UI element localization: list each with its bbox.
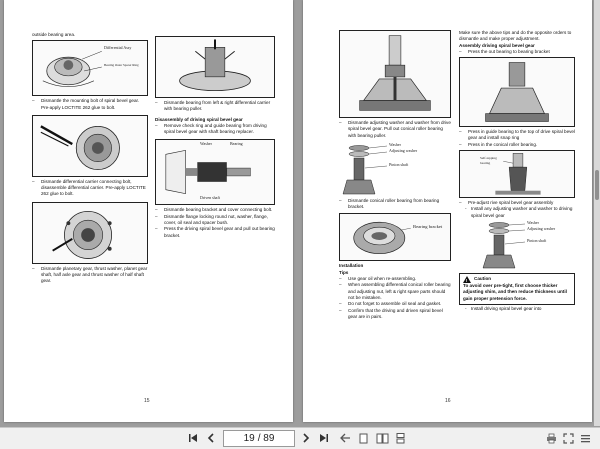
fig-label-bearing-bracket: Bearing bracket [413,224,443,230]
step-conical-bearing: – Dismantle conical roller bearing from bearing bracket. [339,198,451,211]
fig-label-washer: Washer [200,141,212,147]
caution-title: Caution [474,276,492,282]
single-page-icon [358,433,369,444]
page-right [303,0,592,422]
figure-planetary-drawing [33,203,147,263]
fig-label-pinion-shaft-2: Pinion shaft [527,237,547,243]
step-pre-adjust: – Pre-adjust rive spiral bevel gear assembly [459,200,575,206]
figure-pinion-shaft [339,142,451,198]
fig-label-spacer-ring: Bearing Outer Spacer Ring [104,63,139,68]
step-adjusting-washer: – Dismantle adjusting washer and washer from drive spiral bevel gear. Pull out conical roller bearing with bearing puller. [339,120,451,139]
continuous-view-icon [395,433,406,444]
figure-self-tapping [459,150,575,198]
total-pages: / 89 [257,433,275,444]
heading-installation: Installation [339,263,364,269]
first-page-icon [188,433,198,443]
tip-oil-seal: – Do not forget to assemble oil seal and gasket. [339,301,451,307]
continuous-view-button[interactable] [393,431,407,445]
caution-header [463,276,571,283]
two-page-icon [376,433,389,444]
fig-label-washer-2: Washer [389,141,401,147]
figure-selftap-drawing [460,151,574,197]
single-page-view-button[interactable] [356,431,370,445]
next-page-button[interactable] [299,431,313,445]
page-left [4,0,293,422]
step-mounting-bolt: – Dismantle the mounting bolt of spiral bevel gear. Pre-apply LOCTITE 262 glue to bolt. [32,98,148,111]
caution-text: To avoid over pre-tight, first choose thicker adjusting shim, and then reduce thickness until gain proper pretension force. [463,282,567,301]
previous-page-icon [206,433,216,443]
figure-press-bearing [459,57,575,127]
step-press-gear: – Press the driving spiral bevel gear and pull out bearing bracket. [155,226,275,239]
previous-page-button[interactable] [204,431,218,445]
figure-press-drawing [460,58,574,126]
print-button[interactable] [544,431,558,445]
figure-differential-assy [32,40,148,96]
viewer-toolbar [0,427,600,449]
right-col-2 [459,30,575,312]
substep-install-gear: - Install driving spiral bevel gear into [459,306,575,312]
last-page-button[interactable] [317,431,331,445]
step-bearing-bracket: – Dismantle bearing bracket and cover connecting bolt. [155,207,275,213]
step-guide-bearing: – Press in guide bearing to the top of drive spiral bevel gear and install snap ring [459,129,575,142]
fig-label-driven-shaft: Driven shaft [200,195,220,201]
intro-text: outside bearing area. [32,32,76,37]
figure-pinion-shaft-2 [459,220,575,270]
step-press-out-bearing: – Press the out bearing to bearing bracket [459,49,575,55]
first-page-button[interactable] [186,431,200,445]
figure-pinion2-drawing [459,220,575,270]
page-number-right: 16 [445,398,451,404]
fig-label-self-tapping: Self-tapping bearing [480,156,497,165]
menu-icon [580,433,591,444]
figure-bearing-puller [155,36,275,98]
step-check-ring: – Remove check ring and guide bearing from driving spiral bevel gear with shaft bearing replacer. [155,123,275,136]
page-number-field[interactable] [223,430,295,447]
fig-label-bearing: Bearing [230,141,243,147]
figure-bracket-drawing [340,214,450,260]
tip-spare-parts: – When assembling differential conical roller bearing and adjusting nut, left & right spare parts should not be mistaken. [339,282,451,301]
left-col-2 [155,32,275,239]
two-page-view-button[interactable] [374,431,390,445]
scroll-thumb[interactable] [595,170,599,200]
step-bearing-left-right: – Dismantle bearing from left & right differential carrier with bearing puller. [155,100,275,113]
heading-tips: Tips [339,269,349,275]
next-page-icon [301,433,311,443]
figure-puller-drawing [156,37,274,97]
step-carrier-bolt: – Dismantle differential carrier connecting bolt, disassemble differential carrier. Pre-apply LOCTITE 262 glue to bolt. [32,179,148,198]
step-planetary-gear: – Dismantle planetary gear, thrust washer, planet gear shaft, half axle gear and thrust washer of half shaft gear. [32,266,148,285]
back-icon [340,433,351,443]
left-col-1 [32,32,148,285]
step-conical-roller: – Press in the conical roller bearing. [459,142,575,148]
fig-label-washer-3: Washer [527,219,539,225]
menu-button[interactable] [578,431,592,445]
warning-icon [463,276,471,283]
heading-disassembly: Disassembly of driving spiral bevel gear [155,116,243,122]
caution-box [459,273,575,305]
figure-pull-drawing [340,31,450,117]
fullscreen-button[interactable] [561,431,575,445]
fullscreen-icon [563,433,574,444]
figure-planetary-gear [32,202,148,264]
heading-assembly: Assembly driving spiral bevel gear [459,42,535,48]
page-number-left: 15 [144,398,150,404]
current-page-value[interactable]: 19 [243,433,255,444]
fig-label-differential: Differential Assy [104,45,132,51]
tip-gear-pairs: – Confirm that the driving and driven spiral bevel gear are in pairs. [339,308,451,321]
fig-label-adjusting-washer: Adjusting washer [389,147,418,153]
tip-gear-oil: – Use gear oil when re-assembling. [339,276,451,282]
substep-install-washer: - Install any adjusting washer and washer to driving spiral bevel gear [459,206,575,219]
back-button[interactable] [338,431,352,445]
figure-carrier-drawing [33,116,147,176]
right-col-1 [339,32,451,320]
step-flange-nut: – Dismantle flange locking round nut, washer, flange, cover, oil seal and spacer bush. [155,214,275,227]
figure-pull-bearing [339,30,451,118]
fig-label-adjusting-washer-2: Adjusting washer [527,225,556,231]
figure-washer-bearing [155,139,275,205]
figure-bearing-bracket [339,213,451,261]
fig-label-pinion-shaft: Pinion shaft [389,161,409,167]
print-icon [546,433,557,444]
figure-carrier-bolt [32,115,148,177]
intro-text-right: Make sure the above tips and do the opposite orders to dismantle and make proper adjustment. [459,30,572,42]
vertical-scrollbar[interactable] [594,0,600,426]
last-page-icon [319,433,329,443]
